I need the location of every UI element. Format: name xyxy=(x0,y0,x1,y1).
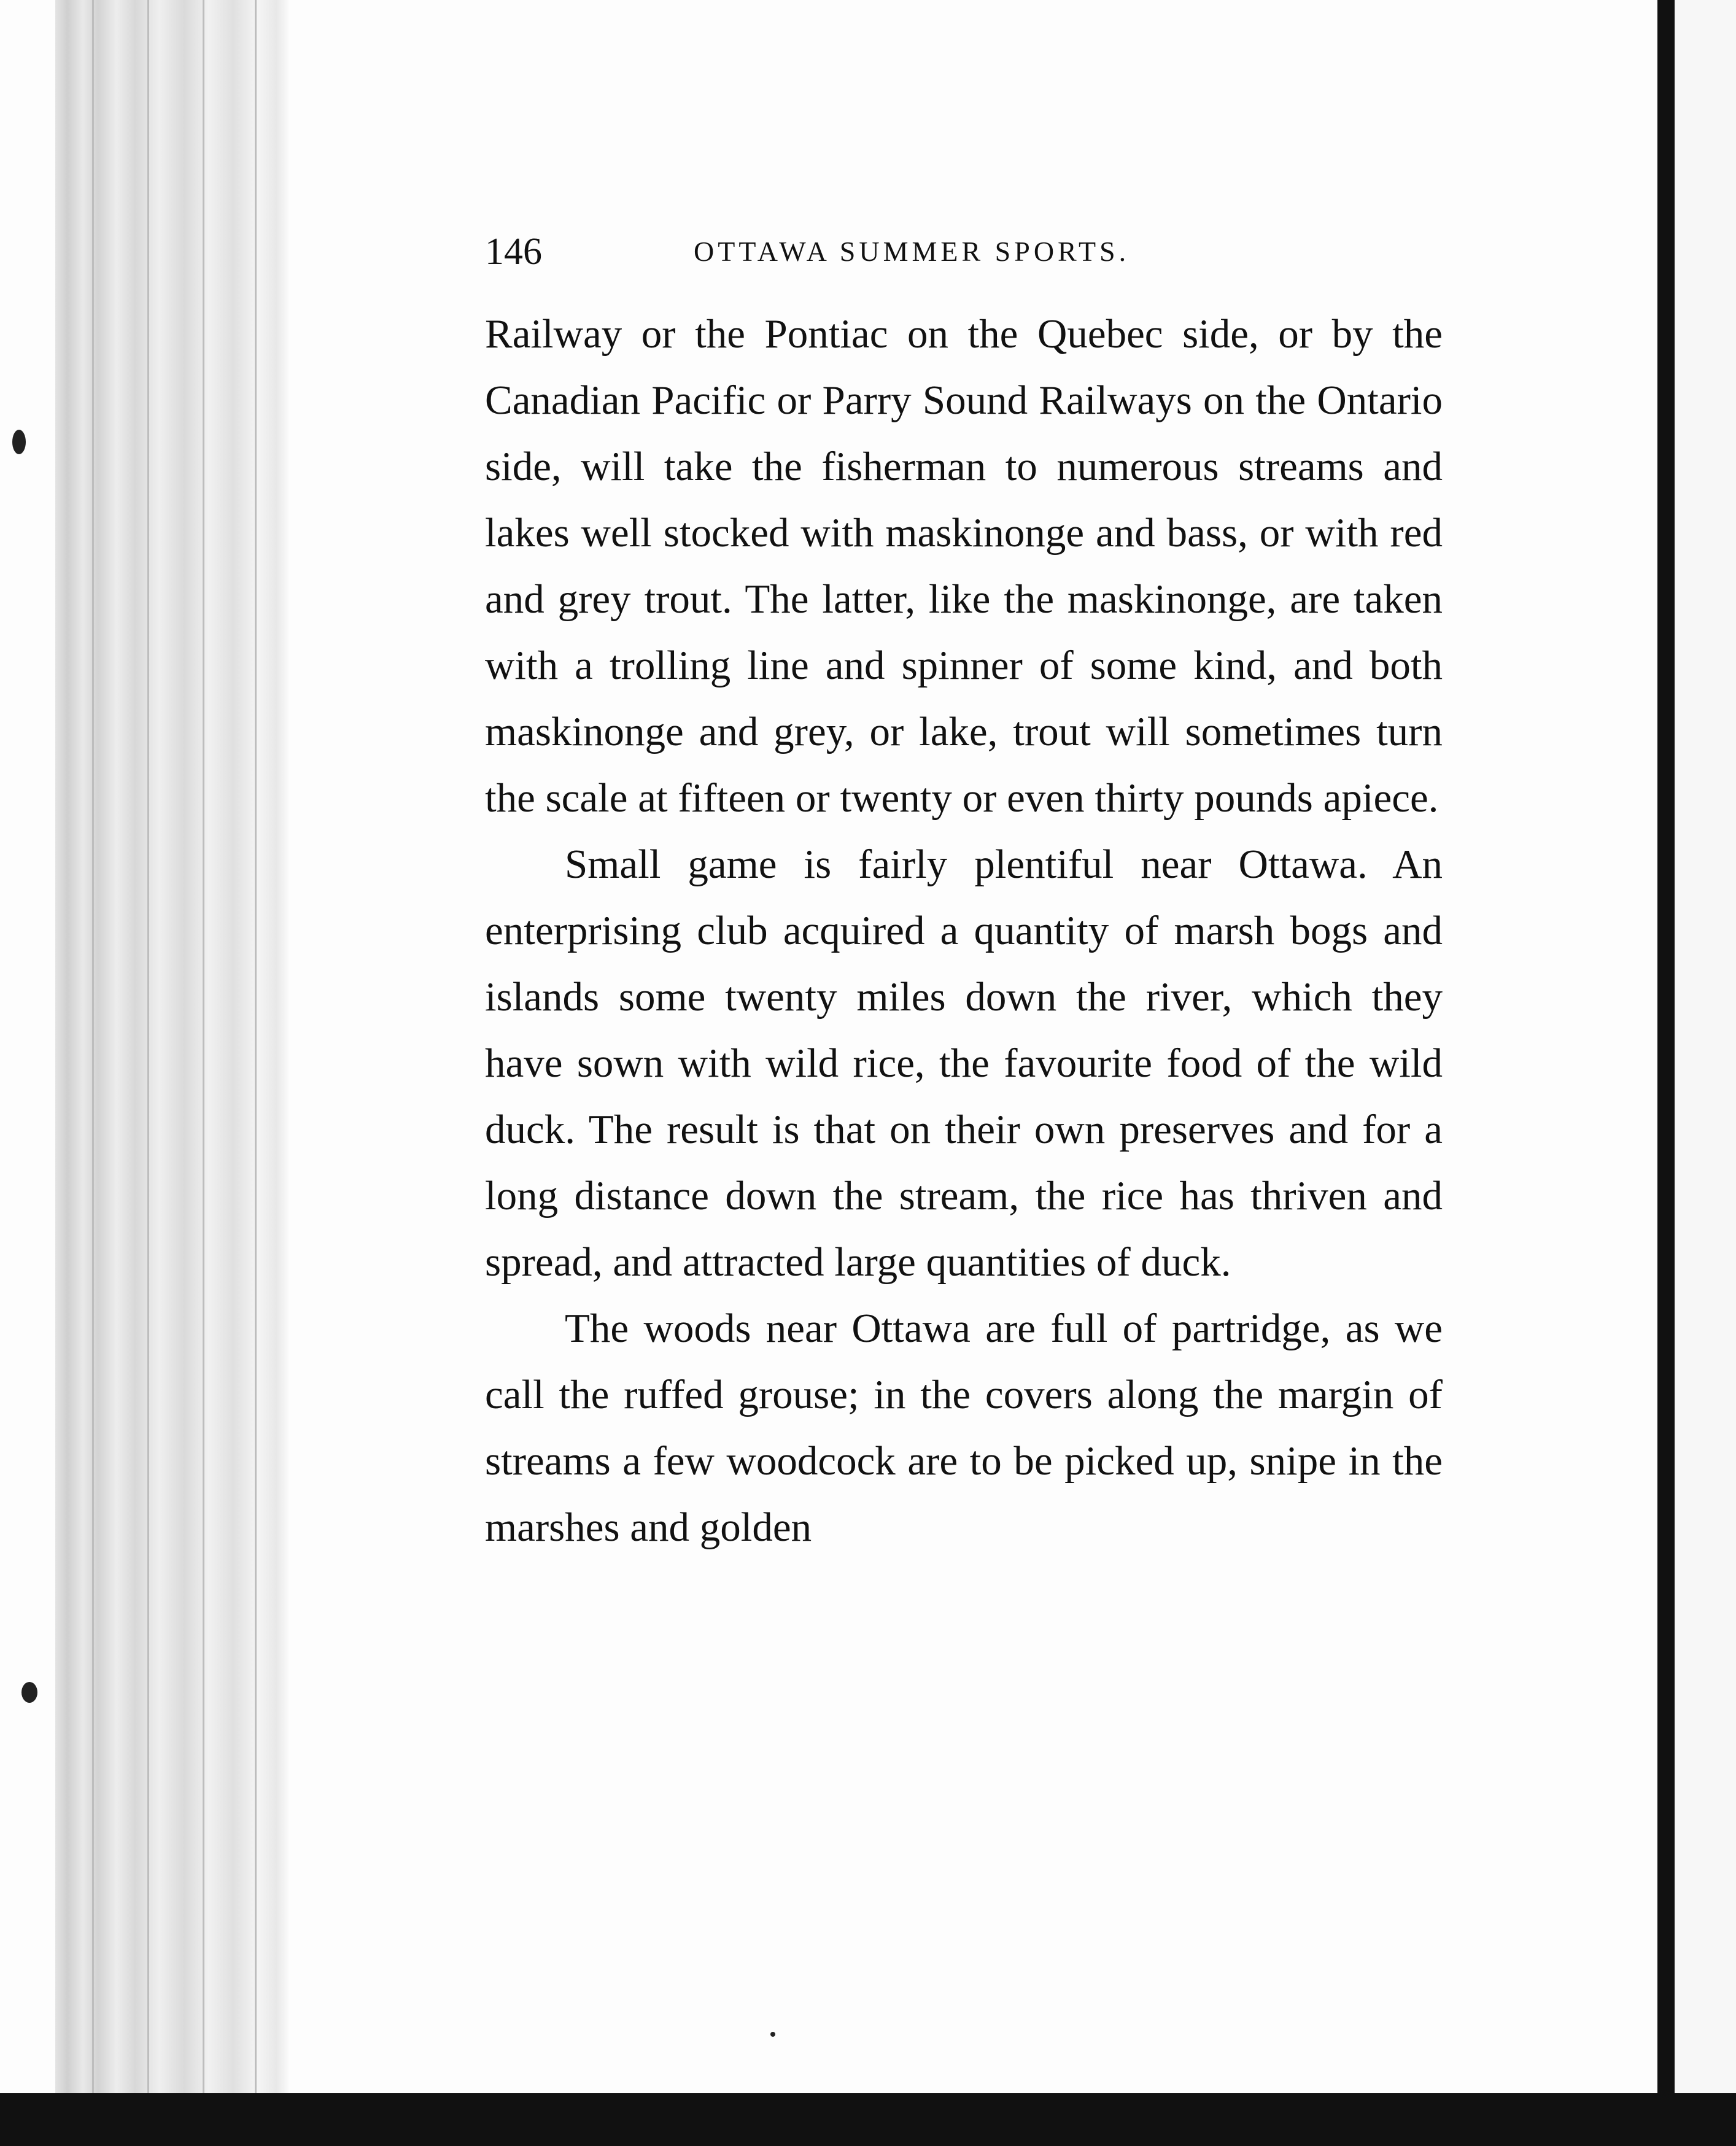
facing-page-edge xyxy=(1675,0,1736,2146)
page-edges-stack xyxy=(55,0,289,2146)
page-edge-line xyxy=(92,0,94,2146)
running-head xyxy=(485,221,1443,289)
running-head-title: OTTAWA SUMMER SPORTS. xyxy=(694,236,1130,267)
page-number: 146 xyxy=(485,231,542,273)
page-edge-line xyxy=(203,0,204,2146)
scan-border-bottom xyxy=(0,2093,1736,2146)
page-edge-line xyxy=(255,0,257,2146)
page-edge-line xyxy=(147,0,149,2146)
scan-speck xyxy=(770,2032,775,2037)
paragraph: Railway or the Pontiac on the Quebec side, or by the Canadian Pacific or Parry Sound Railways on the Ontario side, will take the fisherman to numerous streams and lakes well stocked with maskinonge and bass, or with red and grey trout. The latter, like the maskinonge, are taken with a trolling line and spinner of some kind, and both maskinonge and grey, or lake, trout will sometimes turn the scale at fifteen or twenty or even thirty pounds apiece. xyxy=(485,311,1443,821)
body-text xyxy=(485,301,1443,1560)
scan-speck xyxy=(12,430,26,454)
paragraph: The woods near Ottawa are full of partridge, as we call the ruffed grouse; in the covers along the margin of streams a few woodcock are to be picked up, snipe in the marshes and golden xyxy=(485,1306,1443,1550)
binding-shadow xyxy=(1657,0,1675,2146)
scan-speck xyxy=(21,1682,37,1703)
text-page xyxy=(485,221,1443,1560)
paragraph: Small game is fairly plentiful near Ottawa. An enterprising club acquired a quantity of marsh bogs and islands some twenty miles down the river, which they have sown with wild rice, the favourite food of the wild duck. The result is that on their own preserves and for a long distance down the stream, the rice has thriven and spread, and attracted large quantities of duck. xyxy=(485,842,1443,1285)
